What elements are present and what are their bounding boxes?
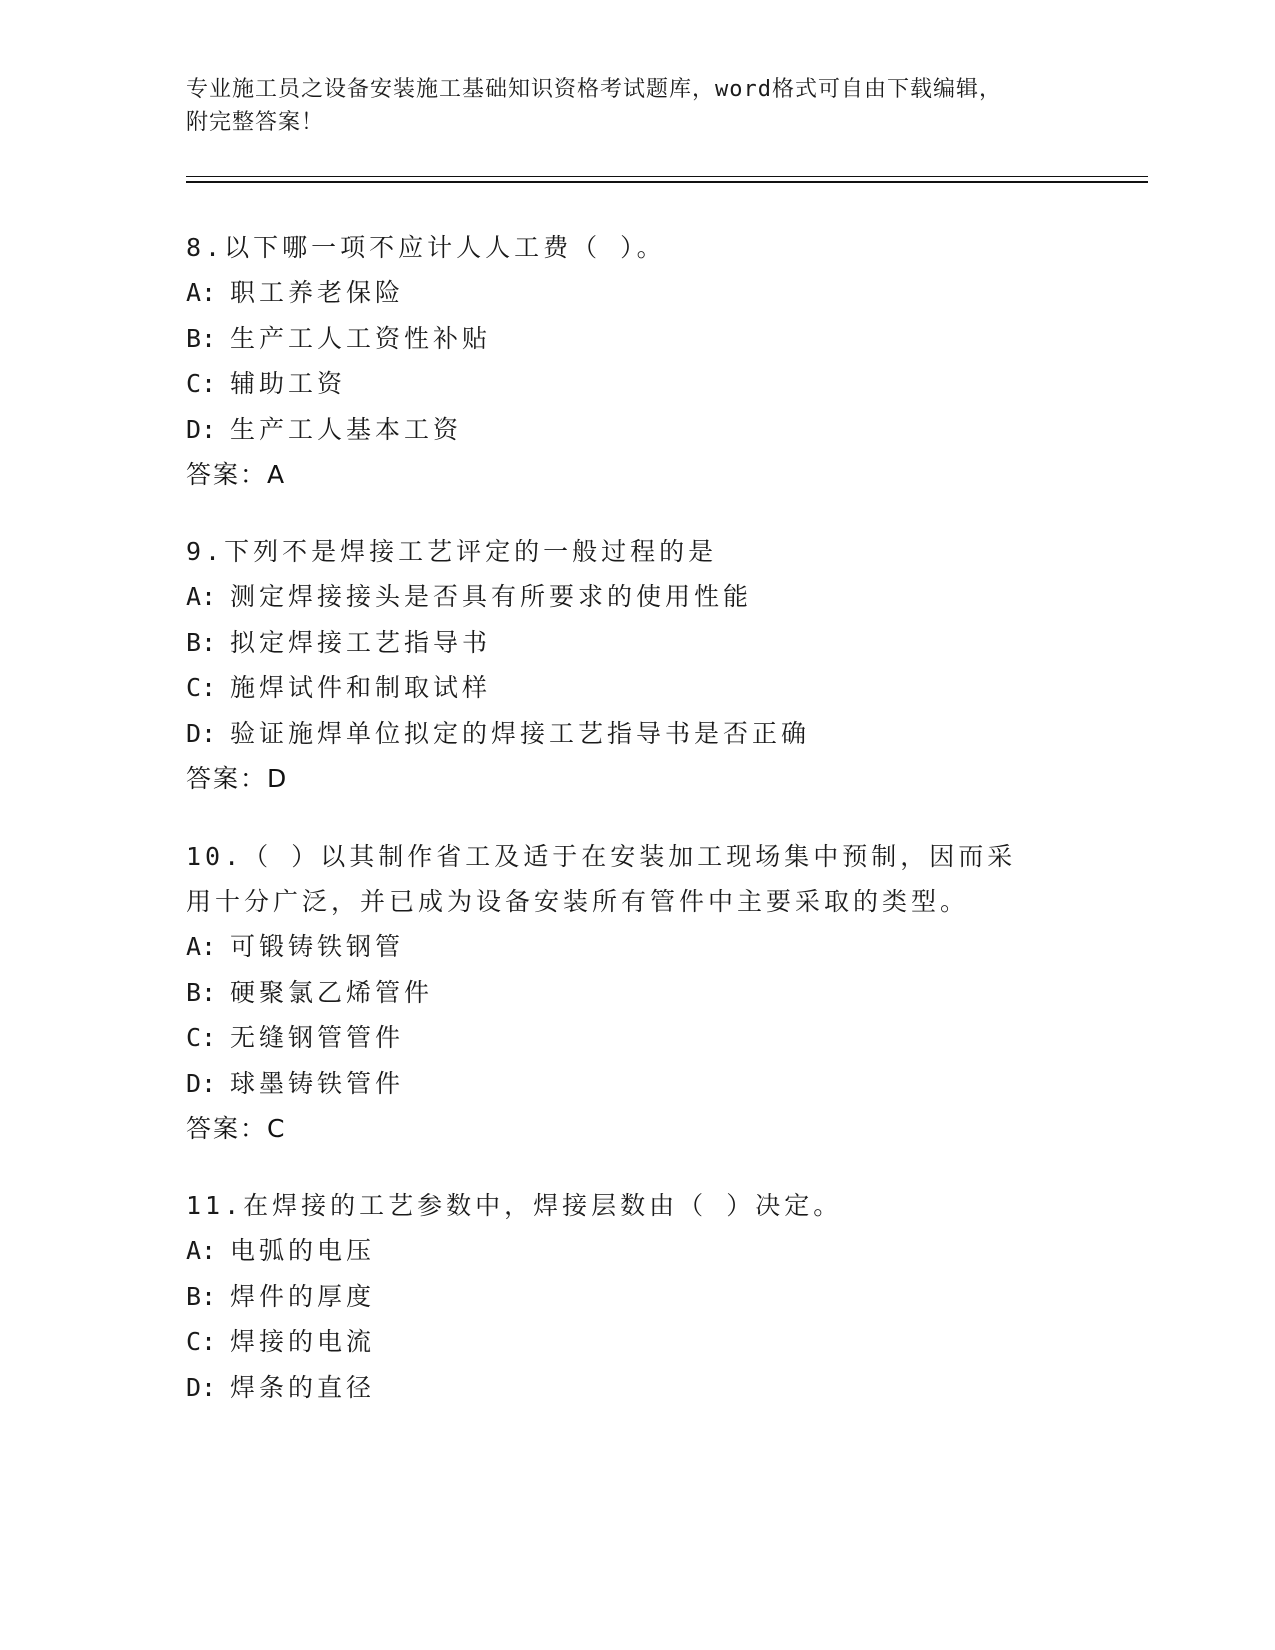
option-c [186, 361, 1066, 407]
option-d [186, 1365, 1066, 1411]
question-stem: 8.以下哪一项不应计人人工费（ ）。 [186, 233, 666, 262]
option-a [186, 574, 1066, 620]
answer-line: 答案：D [186, 764, 289, 793]
option-c [186, 1015, 1031, 1061]
option-text: 辅助工资 [230, 369, 347, 398]
option-d [186, 1061, 1031, 1107]
option-text: 验证施焊单位拟定的焊接工艺指导书是否正确 [230, 718, 811, 748]
option-text: 可锻铸铁钢管 [230, 932, 405, 961]
option-key: D: [186, 718, 217, 748]
option-text: 生产工人工资性补贴 [230, 323, 492, 353]
option-a [186, 924, 1031, 970]
answer-line: 答案：A [186, 460, 287, 489]
option-c [186, 665, 1066, 711]
header-divider-thin [186, 176, 1148, 177]
option-key: D: [186, 414, 217, 444]
option-key: C: [186, 673, 217, 702]
question-9 [186, 529, 1066, 801]
option-key: C: [186, 1327, 217, 1356]
option-key: A: [186, 932, 217, 961]
option-key: B: [186, 1281, 217, 1311]
option-key: C: [186, 1023, 217, 1052]
question-10 [186, 834, 1031, 1151]
option-key: D: [186, 1372, 217, 1402]
option-key: A: [186, 582, 217, 611]
option-text: 硬聚氯乙烯管件 [230, 977, 434, 1007]
option-a [186, 270, 1066, 316]
option-b [186, 620, 1066, 666]
header-line-1: 专业施工员之设备安装施工基础知识资格考试题库，word格式可自由下载编辑， [186, 77, 1002, 102]
option-d [186, 407, 1066, 453]
header-line-2: 附完整答案！ [186, 110, 325, 135]
option-text: 生产工人基本工资 [230, 414, 463, 444]
option-text: 焊件的厚度 [230, 1281, 376, 1311]
option-key: B: [186, 323, 217, 353]
answer-line: 答案：C [186, 1114, 287, 1143]
option-key: B: [186, 977, 217, 1007]
option-b [186, 316, 1066, 362]
question-stem: 9.下列不是焊接工艺评定的一般过程的是 [186, 537, 718, 566]
option-a [186, 1228, 1066, 1274]
option-text: 球墨铸铁管件 [230, 1068, 405, 1098]
option-key: A: [186, 278, 217, 307]
option-text: 测定焊接接头是否具有所要求的使用性能 [230, 582, 753, 611]
question-stem: 11.在焊接的工艺参数中，焊接层数由（ ）决定。 [186, 1191, 843, 1220]
option-c [186, 1319, 1066, 1365]
option-key: A: [186, 1236, 217, 1265]
option-key: B: [186, 627, 217, 657]
option-text: 焊条的直径 [230, 1372, 376, 1402]
option-key: D: [186, 1068, 217, 1098]
option-text: 职工养老保险 [230, 278, 405, 307]
option-d [186, 711, 1066, 757]
question-8 [186, 225, 1066, 497]
option-key: C: [186, 369, 217, 398]
header-divider-thick [186, 181, 1148, 183]
option-b [186, 1274, 1066, 1320]
option-text: 施焊试件和制取试样 [230, 673, 492, 702]
question-stem: 10.（ ）以其制作省工及适于在安装加工现场集中预制，因而采用十分广泛，并已成为设备安装所有管件中主要采取的类型。 [186, 842, 1017, 916]
option-text: 无缝钢管管件 [230, 1023, 405, 1052]
document-header [186, 73, 1086, 139]
option-b [186, 970, 1031, 1016]
option-text: 拟定焊接工艺指导书 [230, 627, 492, 657]
question-11 [186, 1183, 1066, 1410]
option-text: 电弧的电压 [230, 1236, 376, 1265]
option-text: 焊接的电流 [230, 1327, 376, 1356]
